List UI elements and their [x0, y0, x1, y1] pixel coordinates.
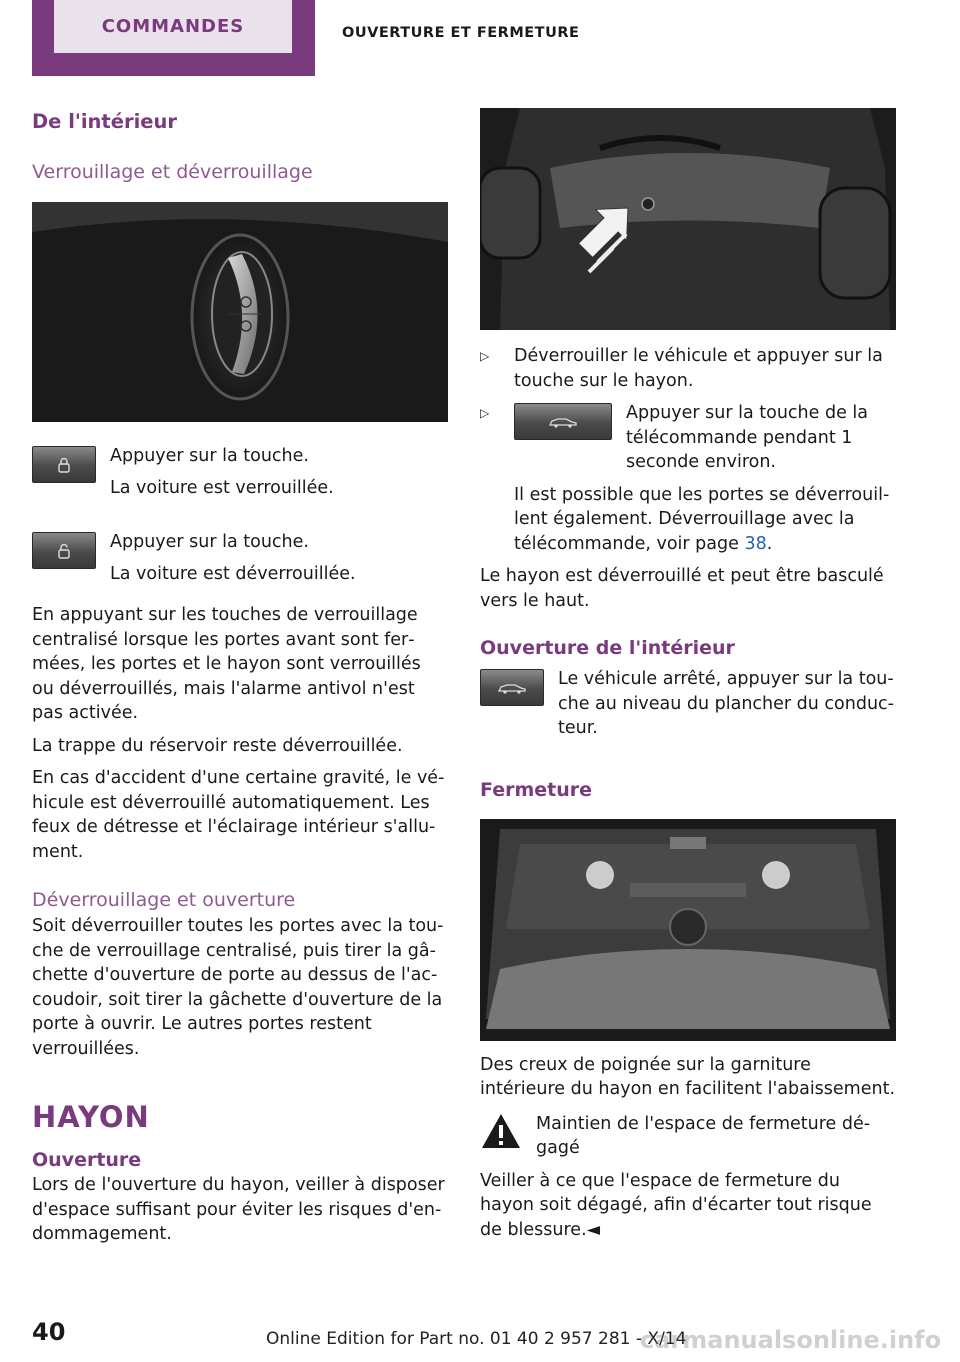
- warning-triangle-icon: [480, 1112, 522, 1150]
- para-unlock-open: Soit déverrouiller toutes les portes avec la touche de verrouillage centralisé, puis tirer la gâchette d'ouverture de porte au dessus de l'accoudoir, soit tirer la gâchette d'ouverture de la porte à ouvrir. Le autres portes restent verrouillées.: [32, 916, 444, 1059]
- heading-lock-unlock: Verrouillage et déverrouillage: [32, 161, 313, 183]
- chapter-tab-label: COMMANDES: [54, 0, 292, 53]
- bullet-remote-note: [514, 483, 896, 557]
- watermark: carmanualsonline.info: [640, 1326, 942, 1354]
- warning-body: Veiller à ce que l'espace de fermeture du hayon soit dégagé, afin d'écarter tout risque de blessure.: [480, 1170, 872, 1240]
- bullet-remote-text: Appuyer sur la touche de la télécommande pendant 1 seconde environ.: [626, 403, 869, 472]
- tailgate-interior-photo: [480, 819, 896, 1041]
- para-handle-recesses: Des creux de poignée sur la garniture intérieure du hayon en facilitent l'abaissement.: [480, 1054, 896, 1099]
- heading-hayon: HAYON: [32, 1100, 150, 1134]
- section-title: OUVERTURE ET FERMETURE: [342, 25, 580, 41]
- tailgate-button-photo: [480, 108, 896, 330]
- warning-text: [480, 1169, 896, 1243]
- end-marker-icon: ◄: [586, 1219, 601, 1240]
- bullet-item: [480, 344, 896, 393]
- para-fuel-flap: La trappe du réservoir reste déverrouillée.: [32, 735, 403, 756]
- footer-edition: Online Edition for Part no. 01 40 2 957 281 - X/14: [266, 1329, 687, 1349]
- triangle-bullet-icon: ▷: [480, 406, 490, 420]
- warning-block: [480, 1112, 896, 1161]
- heading-ouverture: Ouverture: [32, 1149, 142, 1171]
- page-number: 40: [32, 1318, 66, 1346]
- remote-tailgate-button-image: [514, 403, 612, 440]
- lock-step: Appuyer sur la touche.: [110, 446, 309, 466]
- para-tilt-up: Le hayon est déverrouillé et peut être basculé vers le haut.: [480, 566, 884, 611]
- left-column: [32, 108, 448, 1247]
- unlock-result: La voiture est déverrouillée.: [110, 563, 356, 584]
- para-central-locking: En appuyant sur les touches de verrouillage centralisé lorsque les portes avant sont fermées, les portes et le hayon sont verrouillés ou déverrouillés, mais l'alarme antivol n'est pas activée.: [32, 605, 421, 723]
- lock-instruction: [32, 444, 448, 500]
- lock-icon: [57, 457, 71, 473]
- unlock-button-image: [32, 532, 96, 569]
- triangle-bullet-icon: ▷: [480, 349, 490, 363]
- unlock-instruction: [32, 530, 448, 586]
- heading-fermeture: Fermeture: [480, 778, 593, 801]
- bullet-tailgate-button: Déverrouiller le véhicule et appuyer sur la touche sur le hayon.: [514, 346, 883, 391]
- car-icon: [548, 416, 578, 428]
- page-link[interactable]: 38: [744, 533, 767, 554]
- lock-button-image: [32, 446, 96, 483]
- interior-open-instruction: [480, 667, 896, 741]
- para-accident: En cas d'accident d'une certaine gravité, le véhicule est déverrouillé automatiquement. Les feux de détresse et l'éclairage intérieur s'allument.: [32, 768, 445, 862]
- right-column: [480, 108, 896, 1242]
- bullet-item: [480, 401, 896, 556]
- note-end: .: [766, 533, 773, 554]
- para-ouverture: Lors de l'ouverture du hayon, veiller à disposer d'espace suffisant pour éviter les risques d'endommagement.: [32, 1175, 445, 1244]
- car-icon: [497, 682, 527, 694]
- unlock-step: Appuyer sur la touche.: [110, 532, 309, 552]
- lock-result: La voiture est verrouillée.: [110, 477, 334, 498]
- heading-interior: De l'intérieur: [32, 110, 177, 133]
- unlock-icon: [57, 543, 71, 559]
- para-open-interior: Le véhicule arrêté, appuyer sur la touche au niveau du plancher du conducteur.: [558, 669, 894, 738]
- heading-open-interior: Ouverture de l'intérieur: [480, 637, 735, 659]
- floor-button-image: [480, 669, 544, 706]
- warning-title: Maintien de l'espace de fermeture dégagé: [536, 1113, 871, 1158]
- chapter-tab[interactable]: [32, 0, 315, 76]
- door-lock-button-photo: [32, 202, 448, 422]
- heading-unlock-open: Déverrouillage et ouverture: [32, 889, 296, 911]
- note-text: Il est possible que les portes se déverrouillent également. Déverrouillage avec la télécommande, voir page: [514, 484, 890, 554]
